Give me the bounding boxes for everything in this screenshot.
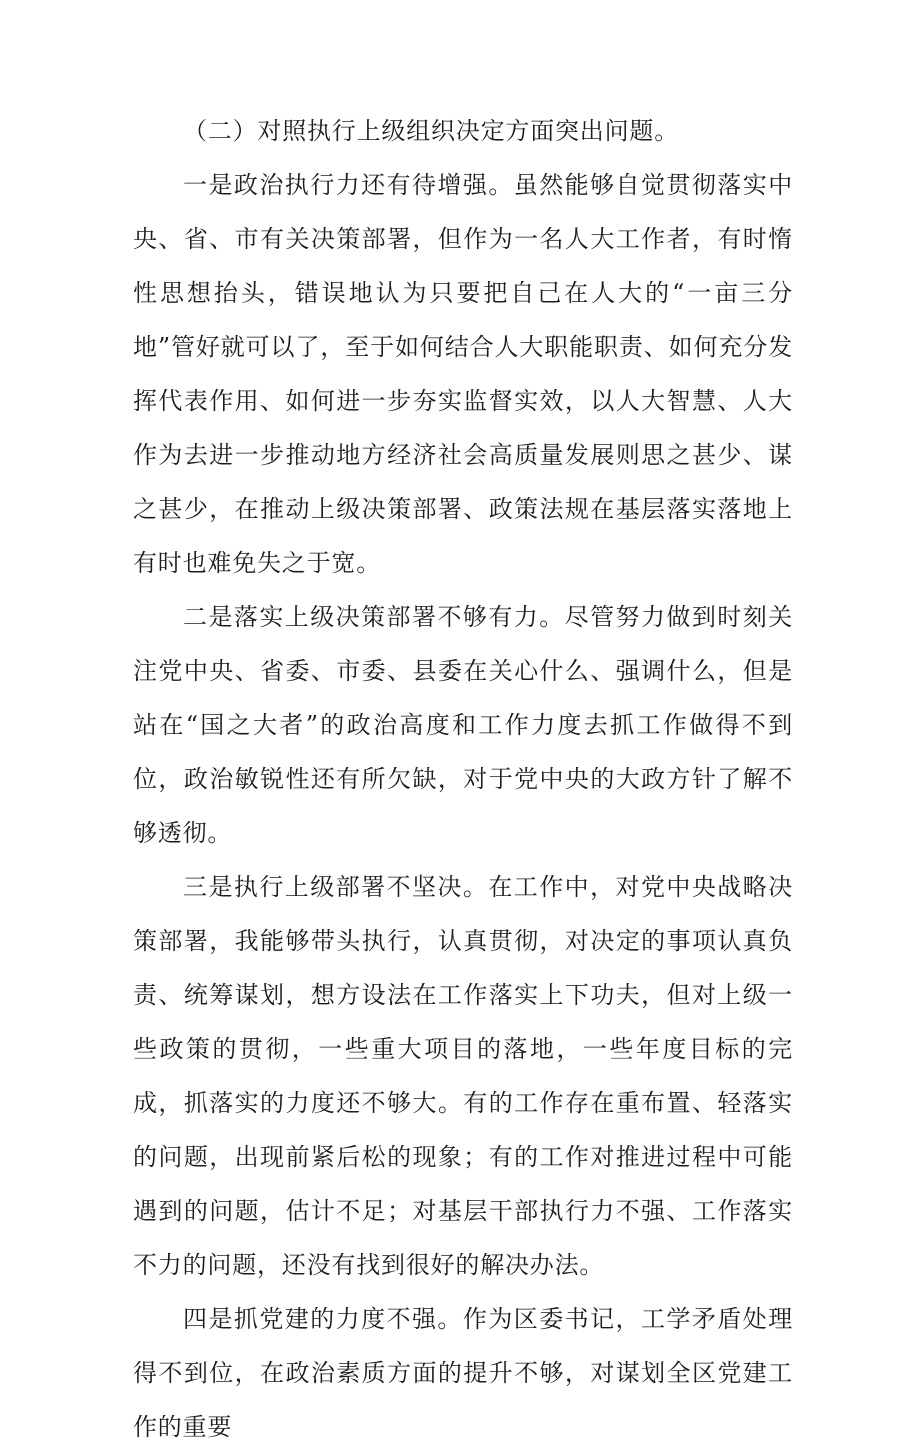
paragraph-party-building: 四是抓党建的力度不强。作为区委书记，工学矛盾处理得不到位，在政治素质方面的提升不够，对谋划全区党建工作的重要 <box>133 1305 793 1441</box>
section-heading: （二）对照执行上级组织决定方面突出问题。 <box>183 117 679 145</box>
document-body <box>133 104 793 1454</box>
paragraph-political-execution: 一是政治执行力还有待增强。虽然能够自觉贯彻落实中央、省、市有关决策部署，但作为一名人大工作者，有时惰性思想抬头，错误地认为只要把自己在人大的“一亩三分地”管好就可以了，至于如何结合人大职能职责、如何充分发挥代表作用、如何进一步夯实监督实效，以人大智慧、人大作为去进一步推动地方经济社会高质量发展则思之甚少、谋之甚少，在推动上级决策部署、政策法规在基层落实落地上有时也难免失之于宽。 <box>133 171 793 577</box>
paragraph-implementation: 二是落实上级决策部署不够有力。尽管努力做到时刻关注党中央、省委、市委、县委在关心什么、强调什么，但是站在“国之大者”的政治高度和工作力度去抓工作做得不到位，政治敏锐性还有所欠缺，对于党中央的大政方针了解不够透彻。 <box>133 603 793 847</box>
paragraph-execution-resolve: 三是执行上级部署不坚决。在工作中，对党中央战略决策部署，我能够带头执行，认真贯彻，对决定的事项认真负责、统筹谋划，想方设法在工作落实上下功夫，但对上级一些政策的贯彻，一些重大项目的落地，一些年度目标的完成，抓落实的力度还不够大。有的工作存在重布置、轻落实的问题，出现前紧后松的现象；有的工作对推进过程中可能遇到的问题，估计不足；对基层干部执行力不强、工作落实不力的问题，还没有找到很好的解决办法。 <box>133 873 793 1279</box>
